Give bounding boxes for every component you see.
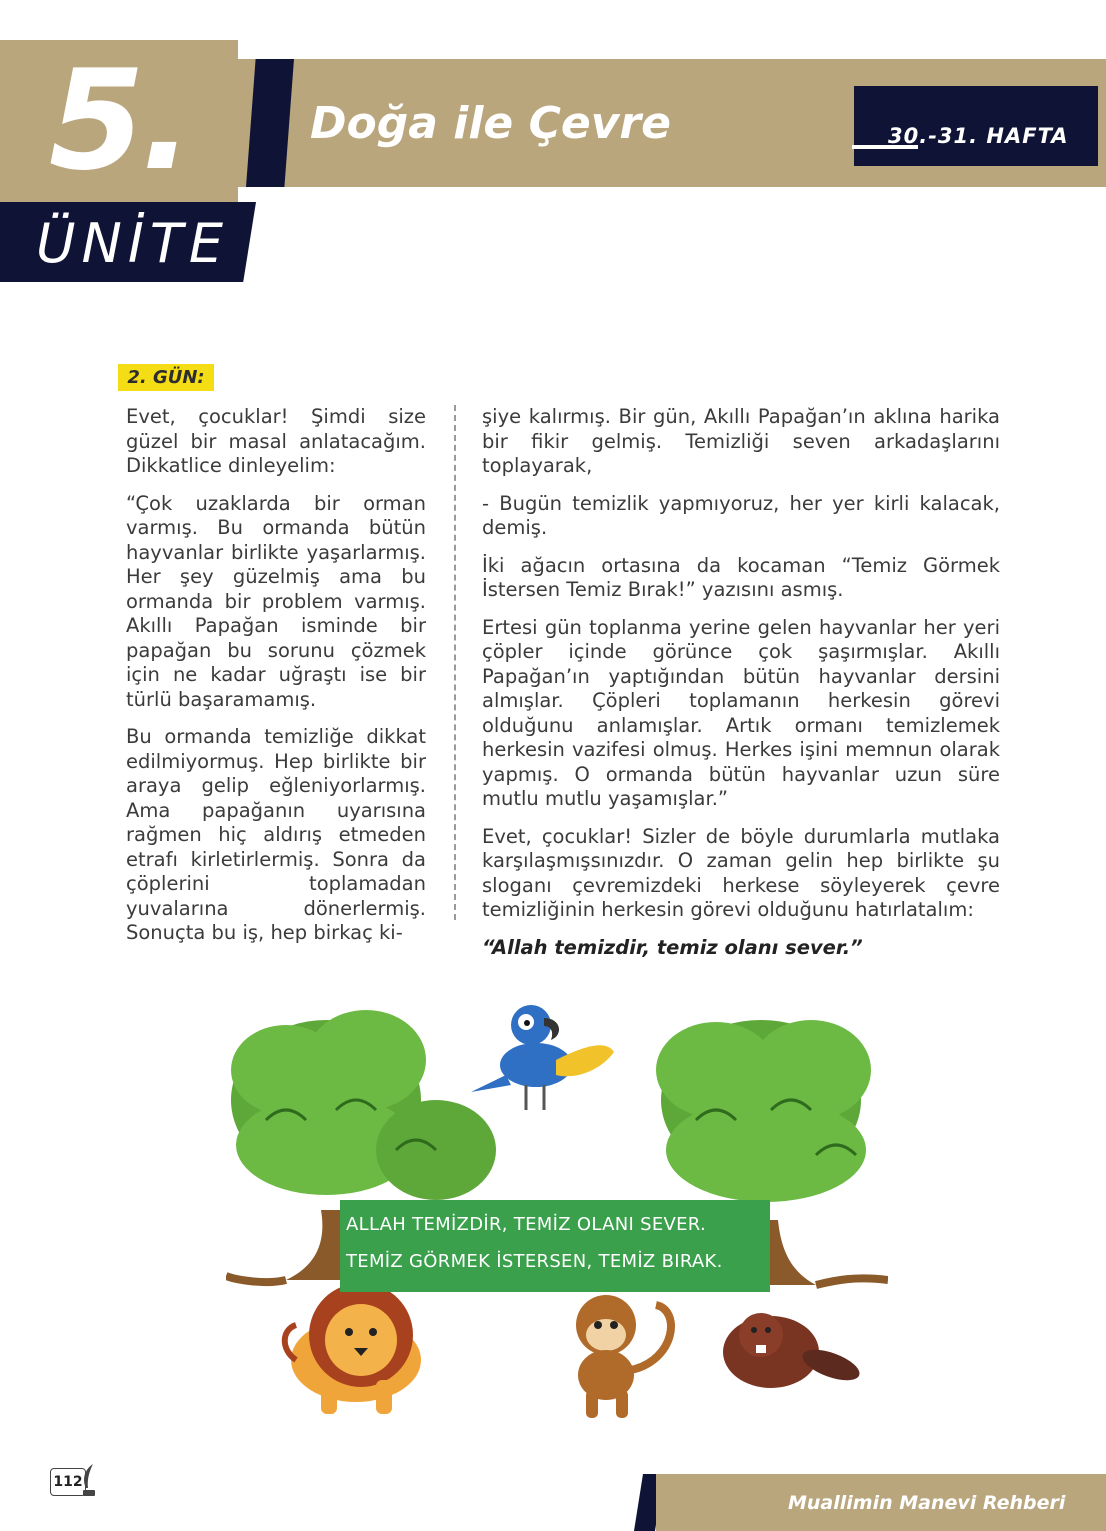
slogan-line-1: ALLAH TEMİZDİR, TEMİZ OLANI SEVER. [346,1214,706,1235]
monkey-icon [576,1295,671,1418]
column-divider [454,405,456,920]
paragraph: Bu ormanda temizliğe dikkat edilmiyormuş. Hep birlikte bir araya gelip eğleniyorlarmış. Ama papağanın uyarısına rağmen hiç aldırış etmeden etrafı kirletirlermiş. Sonra da çöplerini toplamadan yuvalarına dönerlermiş. Sonuçta bu iş, hep birkaç ki- [126,725,426,944]
day-label: 2. GÜN: [118,364,214,391]
week-label: 30.-31. HAFTA [888,124,1069,148]
lion-icon [285,1283,421,1414]
paragraph: Evet, çocuklar! Sizler de böyle durumlarla mutlaka karşılaşmışsınızdır. O zaman gelin hep birlikte şu sloganı çevremizdeki herkese söyleyerek çevre temizliğinin herkesin görevi olduğunu hatırlatalım: [482,824,1000,921]
unit-word: ÜNİTE [36,212,229,275]
unit-title: Doğa ile Çevre [310,98,671,149]
paragraph: İki ağacın ortasına da kocaman “Temiz Görmek İstersen Temiz Bırak!” yazısını asmış. [482,553,1000,601]
left-column [126,405,426,959]
quill-icon [78,1462,98,1498]
paragraph: Ertesi gün toplanma yerine gelen hayvanlar her yeri çöpler içinde görünce çok şaşırmışlar. Akıllı Papağan’ın yaptığından bütün hayvanlar dersini almışlar. Çöpleri toplamanın herkesin görevi olduğunu anlamışlar. Artık ormanı temizlemek herkesin vazifesi olmuş. Herkes işini memnun olarak yapmış. O ormanda bütün hayvanlar uzun süre mutlu mutlu yaşamışlar.” [482,615,1000,810]
quote: “Allah temizdir, temiz olanı sever.” [482,935,863,959]
paragraph: “Çok uzaklarda bir orman varmış. Bu ormanda bütün hayvanlar birlikte yaşarlarmış. Her şey güzelmiş ama bu ormanda bir problem varmış. Akıllı Papağan isminde bir papağan bu sorunu çözmek için ne kadar uğraştı ise bir türlü başaramamış. [126,491,426,711]
paragraph: Evet, çocuklar! Şimdi size güzel bir masal anlatacağım. Dikkatlice dinleyelim: [126,405,426,477]
parrot-icon [471,1005,614,1110]
slogan-line-2: TEMİZ GÖRMEK İSTERSEN, TEMİZ BIRAK. [346,1251,723,1272]
page-number: 112 [50,1468,86,1496]
unit-number: 5. [48,40,190,201]
paragraph: şiye kalırmış. Bir gün, Akıllı Papağan’ın aklına harika bir fikir gelmiş. Temizliği seven arkadaşlarını toplayarak, [482,405,1000,477]
beaver-icon [723,1313,863,1388]
paragraph: - Bugün temizlik yapmıyoruz, her yer kirli kalacak, demiş. [482,491,1000,539]
right-column [482,405,1000,973]
book-title: Muallimin Manevi Rehberi [788,1492,1066,1514]
